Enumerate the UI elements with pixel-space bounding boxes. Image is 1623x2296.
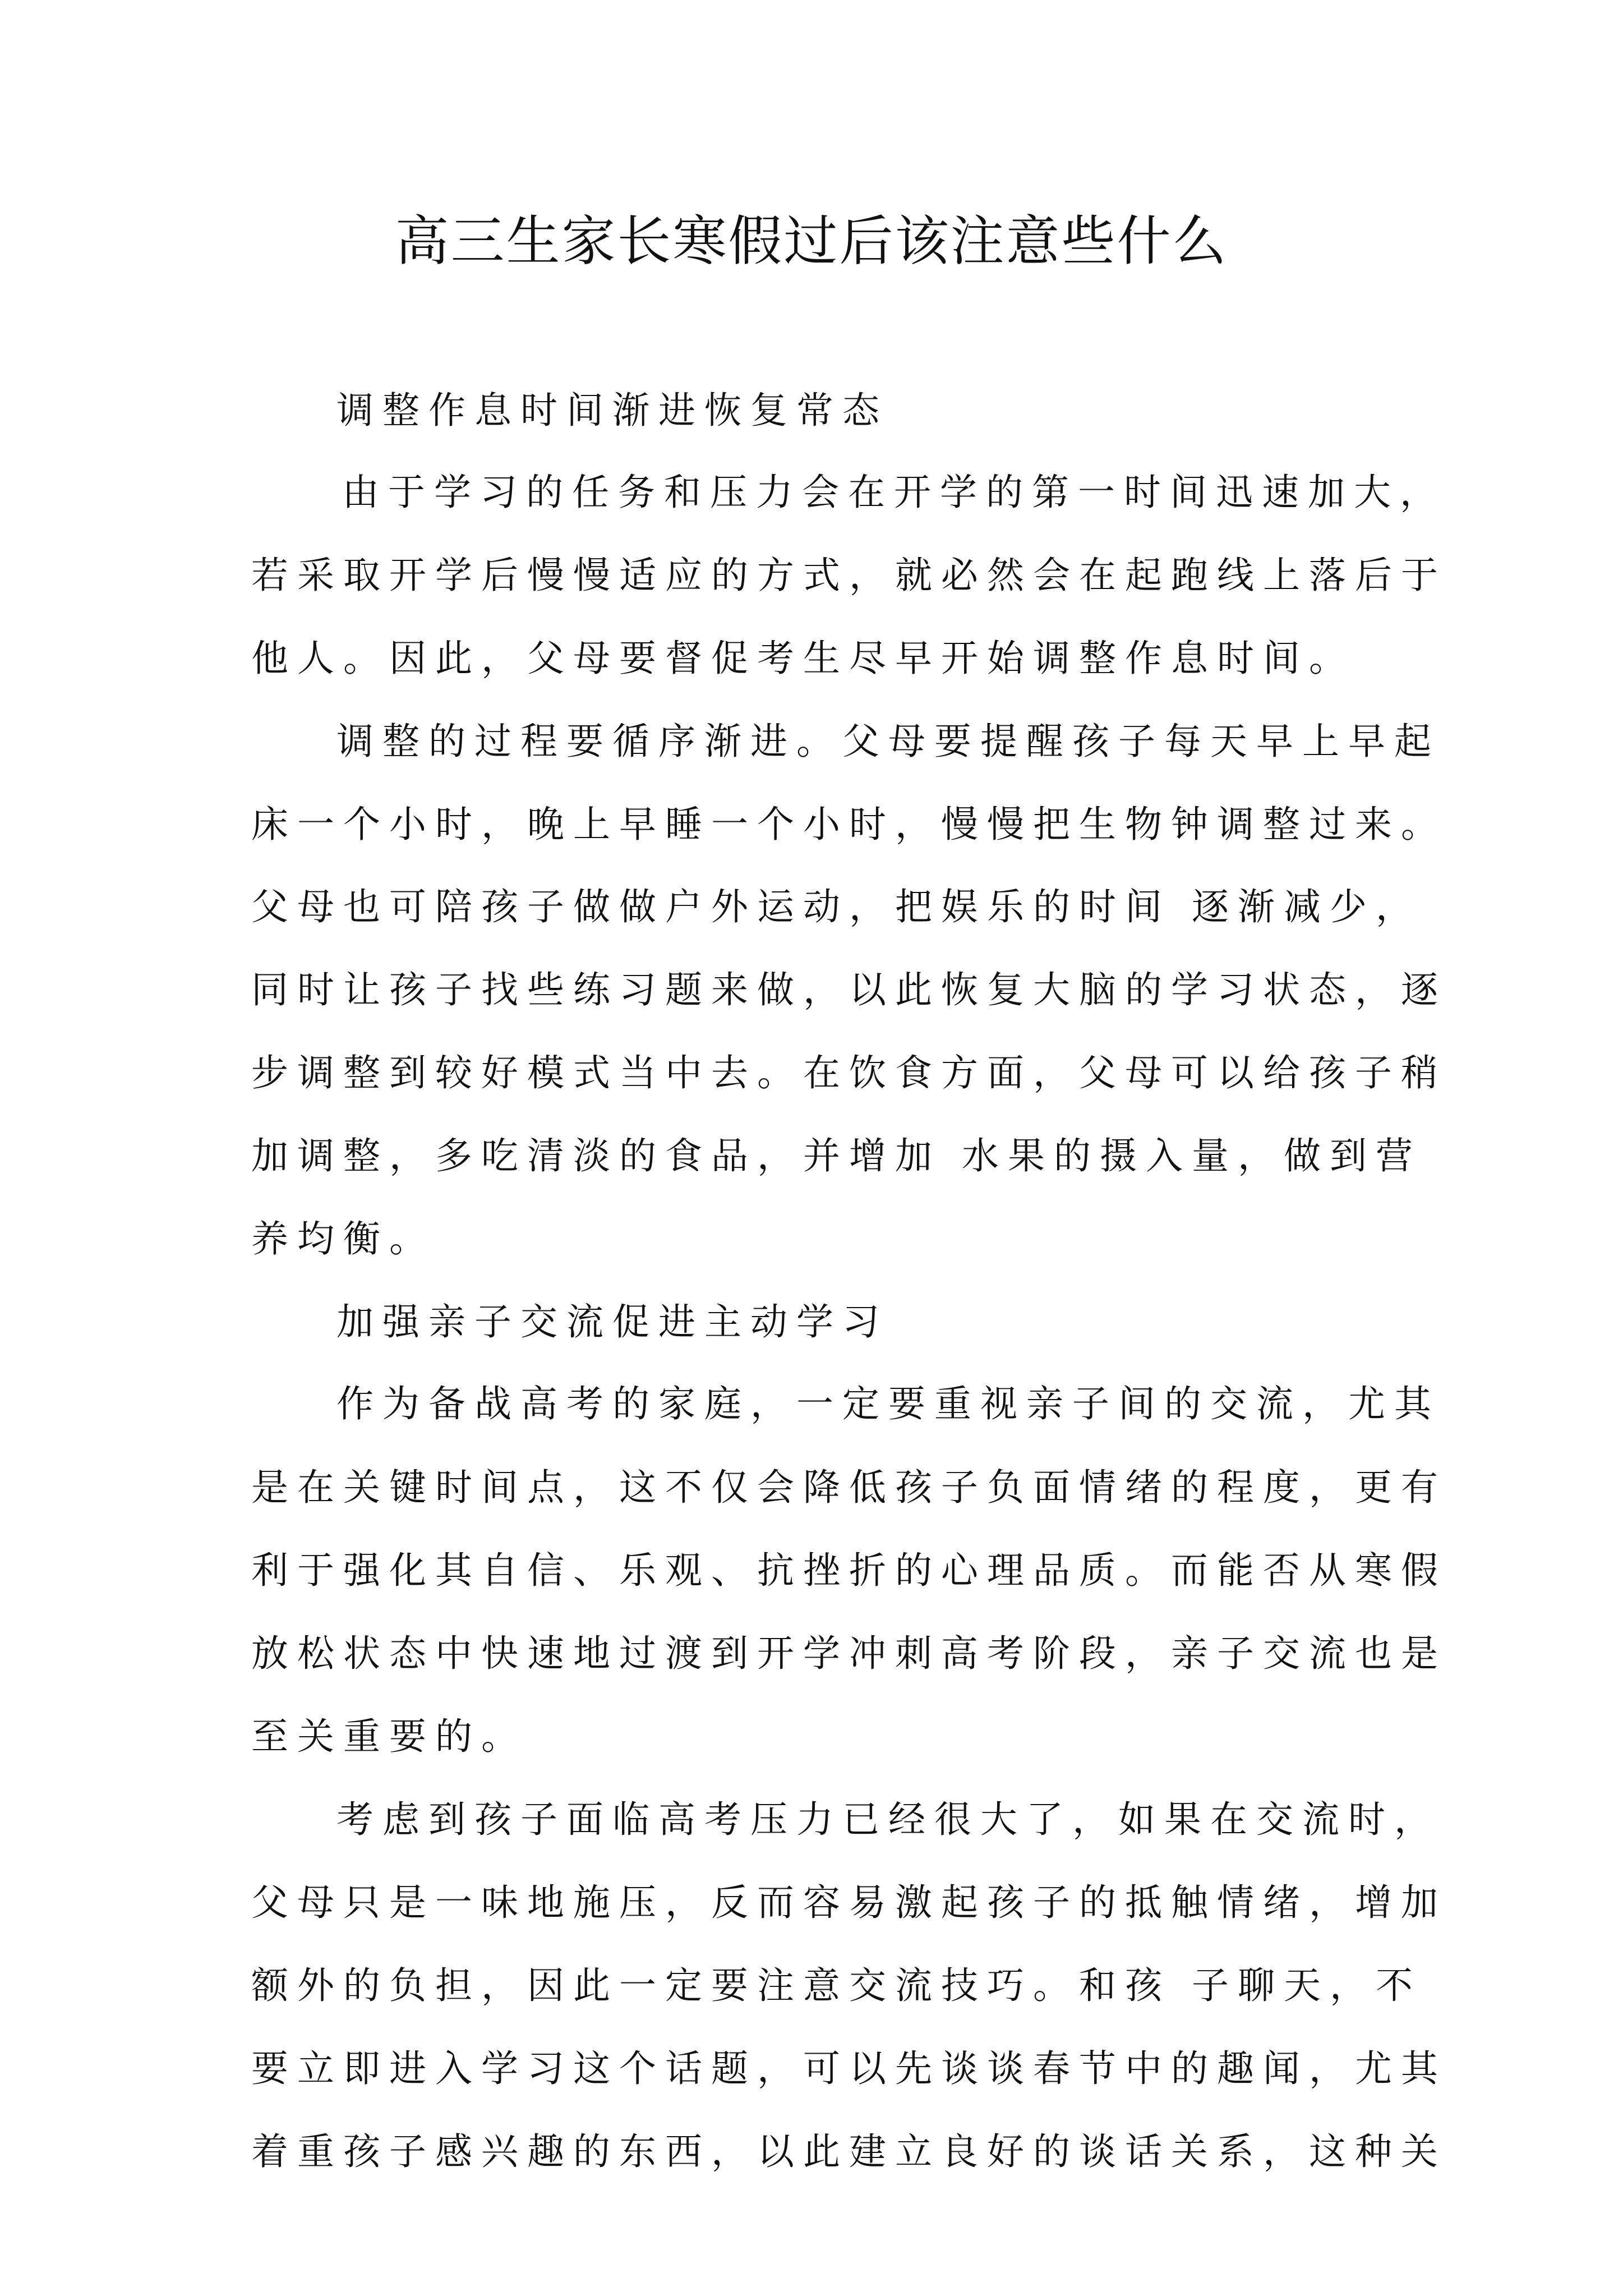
paragraph-line: 作为备战高考的家庭，一定要重视亲子间的交流，尤其 [336, 1382, 1440, 1425]
paragraph-line: 养均衡。 [251, 1217, 435, 1260]
paragraph-line: 加调整，多吃清淡的食品，并增加 水果的摄入量，做到营 [251, 1134, 1422, 1177]
paragraph-line: 要立即进入学习这个话题，可以先谈谈春节中的趣闻，尤其 [251, 2047, 1447, 2090]
paragraph-line: 至关重要的。 [251, 1715, 527, 1758]
paragraph-line: 父母也可陪孩子做做户外运动，把娱乐的时间 逐渐减少， [251, 885, 1422, 928]
paragraph-line: 若采取开学后慢慢适应的方式，就必然会在起跑线上落后于 [251, 554, 1447, 597]
section-heading: 加强亲子交流促进主动学习 [336, 1300, 888, 1343]
paragraph-line: 同时让孩子找些练习题来做，以此恢复大脑的学习状态，逐 [251, 968, 1447, 1011]
paragraph-line: 是在关键时间点，这不仅会降低孩子负面情绪的程度，更有 [251, 1466, 1447, 1509]
paragraph-line: 考虑到孩子面临高考压力已经很大了，如果在交流时， [336, 1798, 1440, 1841]
paragraph-line: 他人。因此，父母要督促考生尽早开始调整作息时间。 [251, 637, 1355, 680]
paragraph-line: 父母只是一味地施压，反而容易激起孩子的抵触情绪，增加 [251, 1881, 1447, 1924]
paragraph-line: 步调整到较好模式当中去。在饮食方面，父母可以给孩子稍 [251, 1051, 1447, 1094]
paragraph-line: 放松状态中快速地过渡到开学冲刺高考阶段，亲子交流也是 [251, 1632, 1447, 1675]
paragraph-line: 利于强化其自信、乐观、抗挫折的心理品质。而能否从寒假 [251, 1549, 1447, 1592]
paragraph-line: 由于学习的任务和压力会在开学的第一时间迅速加大， [342, 471, 1446, 514]
paragraph-line: 床一个小时，晚上早睡一个小时，慢慢把生物钟调整过来。 [251, 803, 1447, 846]
section-heading: 调整作息时间渐进恢复常态 [336, 389, 888, 432]
paragraph-line: 额外的负担，因此一定要注意交流技巧。和孩 子聊天，不 [251, 1964, 1422, 2007]
document-title: 高三生家长寒假过后该注意些什么 [395, 210, 1228, 273]
paragraph-line: 调整的过程要循序渐进。父母要提醒孩子每天早上早起 [336, 720, 1440, 763]
paragraph-line: 着重孩子感兴趣的东西，以此建立良好的谈话关系，这种关 [251, 2130, 1447, 2173]
